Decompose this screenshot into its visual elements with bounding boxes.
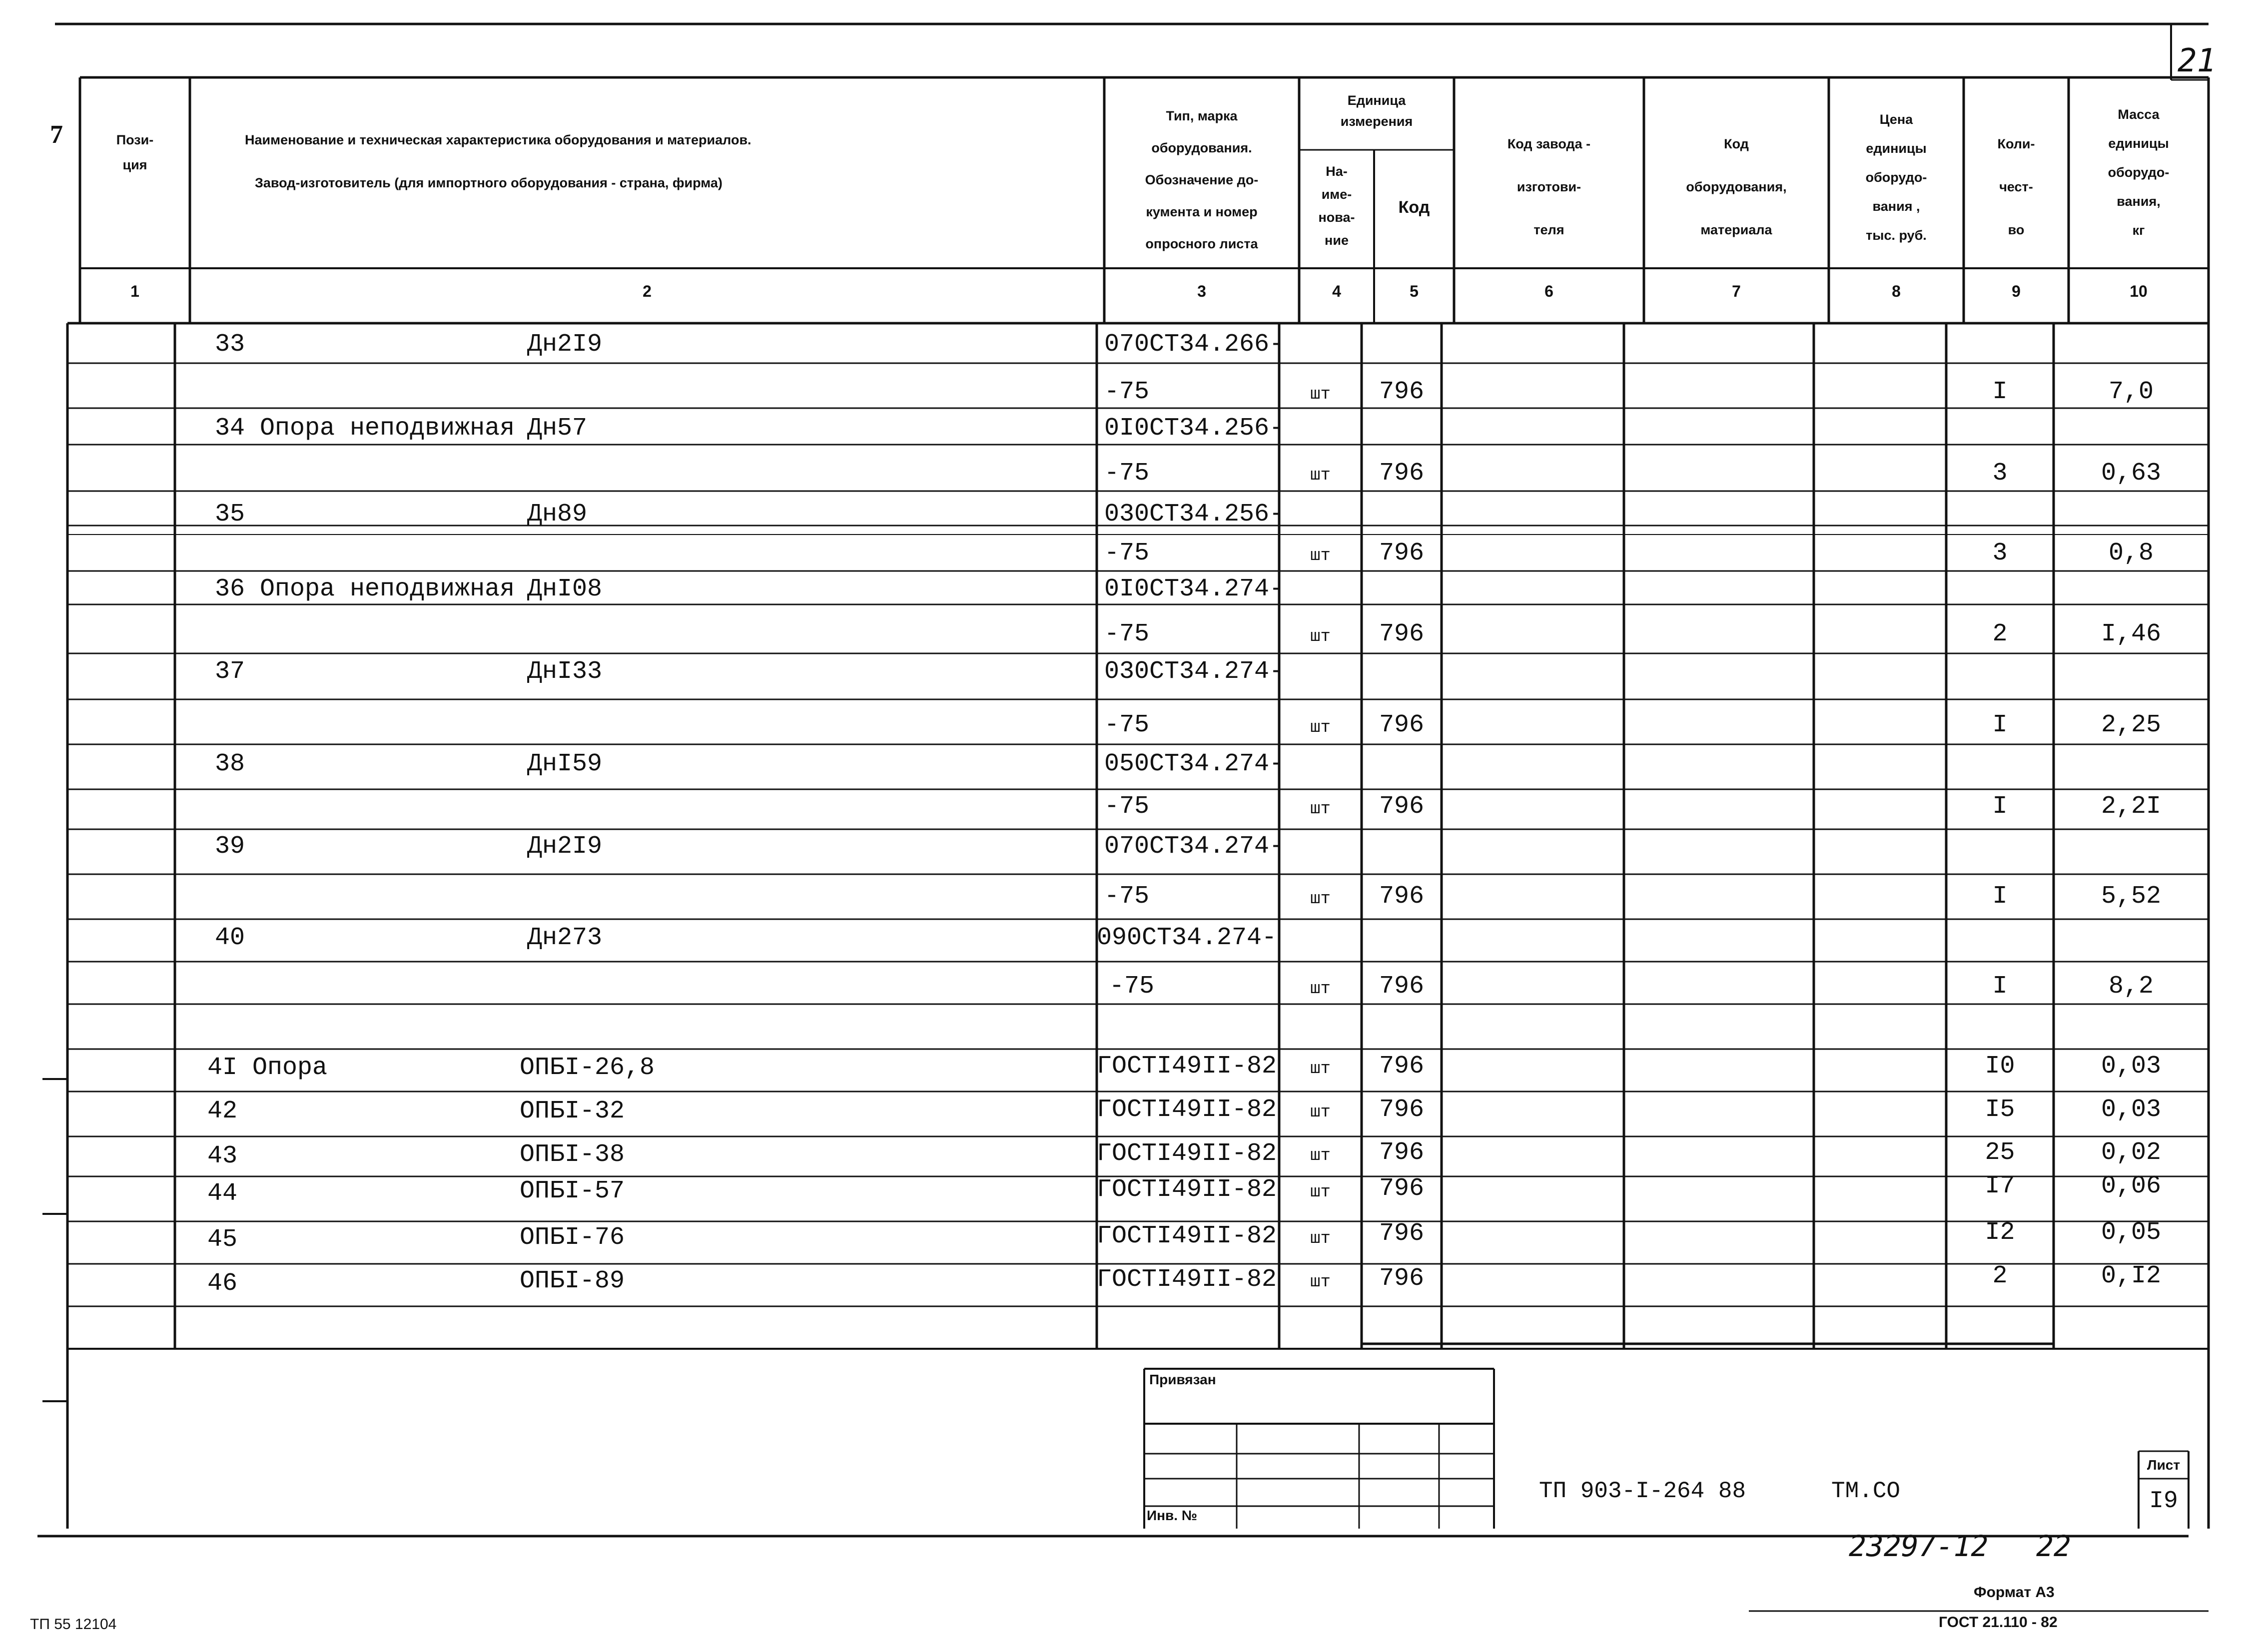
row-42-code: 796: [1379, 1096, 1424, 1124]
header-col1-line2: ция: [122, 157, 147, 172]
row-41-mass: 0,03: [2101, 1052, 2162, 1081]
row-33-doc-cont: -75: [1104, 378, 1150, 406]
header-col9-line3: во: [2008, 222, 2025, 237]
row-45-code: 796: [1379, 1219, 1424, 1248]
header-col9-line2: чест-: [1999, 179, 2033, 194]
row-38-pos-name: 38: [215, 750, 245, 778]
row-42-pos-name: 42: [207, 1097, 238, 1125]
header-col6-line2: изготови-: [1516, 179, 1581, 194]
row-38-mark: ДнI59: [527, 750, 603, 778]
row-40-doc-cont: -75: [1109, 972, 1155, 1001]
row-35-mark: Дн89: [527, 500, 588, 529]
row-36-qty: 2: [1992, 620, 2008, 648]
row-45-qty: I2: [1985, 1218, 2015, 1247]
row-40-pos-name: 40: [215, 924, 245, 952]
row-37-mark: ДнI33: [527, 657, 603, 686]
row-36-mass: I,46: [2101, 620, 2162, 648]
row-36-pos-name: 36 Опора неподвижная: [215, 575, 515, 603]
header-col10-line1: Масса: [2118, 107, 2160, 122]
row-34-doc: 0I0СТ34.256-: [1104, 414, 1285, 443]
col-number-1: 1: [130, 282, 139, 300]
header-col6-line1: Код завода -: [1507, 136, 1591, 151]
stamp-linked-label: Привязан: [1149, 1372, 1216, 1387]
row-41-qty: I0: [1985, 1052, 2015, 1081]
header-col3-line5: опросного листа: [1145, 236, 1258, 251]
row-44-doc: ГОСТI49II-82: [1097, 1175, 1277, 1204]
row-46-mark: ОПБI-89: [520, 1267, 625, 1295]
row-36-code: 796: [1379, 620, 1424, 648]
header-col10-line2: единицы: [2108, 136, 2169, 151]
row-39-qty: I: [1992, 882, 2008, 911]
col-number-4: 4: [1332, 282, 1341, 300]
row-39-pos-name: 39: [215, 832, 245, 861]
row-40-mass: 8,2: [2108, 972, 2154, 1001]
row-34-mass: 0,63: [2101, 459, 2162, 488]
header-col1: [80, 127, 190, 177]
row-33-unit: шт: [1310, 385, 1331, 404]
header-col4-line1: На-: [1326, 164, 1348, 179]
row-33-pos-name: 33: [215, 330, 245, 359]
row-42-unit: шт: [1310, 1103, 1331, 1122]
row-43-mark: ОПБI-38: [520, 1140, 625, 1169]
header-col6-line3: теля: [1533, 222, 1564, 237]
row-37-doc: 030СТ34.274-: [1104, 657, 1285, 686]
row-44-unit: шт: [1310, 1183, 1331, 1202]
row-40-code: 796: [1379, 972, 1424, 1001]
header-col8-line4: вания ,: [1872, 199, 1920, 214]
header-col4: [1299, 160, 1374, 252]
header-col4-line3: нова-: [1318, 210, 1355, 225]
col-number-7: 7: [1732, 282, 1741, 300]
row-39-mass: 5,52: [2101, 882, 2162, 911]
row-35-mass: 0,8: [2108, 539, 2154, 567]
stamp-doc-code: [1539, 1476, 1746, 1506]
row-36-doc: 0I0СТ34.274-: [1104, 575, 1285, 603]
stamp-sheet-number: I9: [2149, 1488, 2178, 1515]
row-42-mass: 0,03: [2101, 1096, 2162, 1124]
row-33-doc: 070СТ34.266-: [1104, 330, 1285, 359]
header-col2-line1: Наименование и техническая характеристика оборудования и материалов.: [245, 132, 751, 147]
row-44-qty: I7: [1985, 1172, 2015, 1200]
header-col6: [1454, 122, 1644, 251]
header-col8-line2: единицы: [1866, 141, 1927, 156]
row-45-mark: ОПБI-76: [520, 1223, 625, 1252]
header-col4-line4: ние: [1325, 233, 1349, 248]
row-40-unit: шт: [1310, 980, 1331, 999]
row-44-mark: ОПБI-57: [520, 1177, 625, 1205]
header-col3-line1: Тип, марка: [1166, 108, 1238, 123]
gost-label: ГОСТ 21.110 - 82: [1939, 1614, 2058, 1631]
row-43-qty: 25: [1985, 1138, 2015, 1167]
row-36-unit: шт: [1310, 627, 1331, 646]
row-43-unit: шт: [1310, 1146, 1331, 1165]
row-38-mass: 2,2I: [2101, 792, 2162, 821]
header-col1-line1: Пози-: [116, 132, 154, 147]
header-col8-line5: тыс. руб.: [1866, 228, 1927, 243]
row-37-qty: I: [1992, 711, 2008, 739]
row-41-mark: ОПБI-26,8: [520, 1054, 655, 1082]
stamp-sheet-label: Лист: [2147, 1457, 2181, 1473]
row-38-qty: I: [1992, 792, 2008, 821]
row-35-pos-name: 35: [215, 500, 245, 529]
col-number-8: 8: [1892, 282, 1901, 300]
row-41-pos-name: 4I Опора: [207, 1054, 328, 1082]
header-col8-line1: Цена: [1879, 112, 1913, 127]
row-37-mass: 2,25: [2101, 711, 2162, 739]
row-38-code: 796: [1379, 792, 1424, 821]
row-34-unit: шт: [1310, 466, 1331, 485]
row-39-doc-cont: -75: [1104, 882, 1150, 911]
row-33-mark: Дн2I9: [527, 330, 603, 359]
row-33-qty: I: [1992, 378, 2008, 406]
row-46-pos-name: 46: [207, 1269, 238, 1298]
row-45-pos-name: 45: [207, 1225, 238, 1254]
row-40-doc: 090СТ34.274-: [1097, 924, 1277, 952]
col-number-6: 6: [1544, 282, 1553, 300]
handwritten-page: 22: [2036, 1529, 2071, 1563]
header-col7-line2: оборудования,: [1686, 179, 1787, 194]
header-col5: Код: [1398, 198, 1430, 217]
row-41-unit: шт: [1310, 1060, 1331, 1079]
col-number-2: 2: [643, 282, 652, 300]
row-36-mark: ДнI08: [527, 575, 603, 603]
sheet-corner-number: 21: [2178, 42, 2217, 79]
row-45-unit: шт: [1310, 1229, 1331, 1248]
row-39-unit: шт: [1310, 890, 1331, 909]
header-col2: [190, 127, 1104, 195]
row-34-code: 796: [1379, 459, 1424, 488]
row-37-pos-name: 37: [215, 657, 245, 686]
row-38-doc: 050СТ34.274-: [1104, 750, 1285, 778]
row-37-doc-cont: -75: [1104, 711, 1150, 739]
row-34-pos-name: 34 Опора неподвижная: [215, 414, 515, 443]
header-col8: [1829, 105, 1964, 250]
row-34-doc-cont: -75: [1104, 459, 1150, 488]
row-39-mark: Дн2I9: [527, 832, 603, 861]
header-col3-line4: кумента и номер: [1146, 204, 1258, 219]
row-35-code: 796: [1379, 539, 1424, 567]
row-46-code: 796: [1379, 1264, 1424, 1293]
row-44-mass: 0,06: [2101, 1172, 2162, 1200]
header-col10-line3: оборудо-: [2108, 165, 2170, 180]
row-41-code: 796: [1379, 1052, 1424, 1081]
row-45-doc: ГОСТI49II-82: [1097, 1222, 1277, 1250]
header-col2-line2: Завод-изготовитель (для импортного оборудования - страна, фирма): [255, 175, 723, 190]
header-col10-line4: вания,: [2117, 194, 2161, 209]
handwritten-number: 23297-12: [1849, 1529, 1989, 1563]
header-col45-line1: Единица: [1347, 93, 1406, 108]
col-number-5: 5: [1410, 282, 1419, 300]
header-col9-line1: Коли-: [1997, 136, 2035, 151]
col-number-10: 10: [2130, 282, 2148, 300]
header-col3: [1104, 100, 1299, 260]
row-43-pos-name: 43: [207, 1142, 238, 1170]
row-38-doc-cont: -75: [1104, 792, 1150, 821]
row-36-doc-cont: -75: [1104, 620, 1150, 648]
header-col45-group: [1299, 90, 1454, 132]
stamp-doc-section: ТМ.СО: [1831, 1478, 1901, 1504]
row-42-mark: ОПБI-32: [520, 1097, 625, 1125]
row-40-qty: I: [1992, 972, 2008, 1001]
row-45-mass: 0,05: [2101, 1218, 2162, 1247]
row-33-code: 796: [1379, 378, 1424, 406]
format-label: Формат А3: [1974, 1584, 2055, 1601]
stamp-doc-code-text: ТП 903-I-264 88: [1539, 1478, 1746, 1504]
col-number-9: 9: [2012, 282, 2021, 300]
row-34-mark: Дн57: [527, 414, 588, 443]
row-39-doc: 070СТ34.274-: [1104, 832, 1285, 861]
row-35-unit: шт: [1310, 547, 1331, 565]
header-col4-line2: име-: [1321, 187, 1352, 202]
header-col8-line3: оборудо-: [1865, 170, 1927, 185]
row-46-unit: шт: [1310, 1273, 1331, 1292]
row-33-mass: 7,0: [2108, 378, 2154, 406]
header-col7-line1: Код: [1724, 136, 1749, 151]
row-44-pos-name: 44: [207, 1179, 238, 1208]
margin-mark: 7: [50, 120, 63, 149]
row-41-doc: ГОСТI49II-82: [1097, 1052, 1277, 1081]
row-37-unit: шт: [1310, 718, 1331, 737]
row-42-qty: I5: [1985, 1096, 2015, 1124]
header-col10-line5: кг: [2132, 223, 2145, 238]
row-43-mass: 0,02: [2101, 1138, 2162, 1167]
header-col10: [2069, 100, 2209, 245]
header-col3-line3: Обозначение до-: [1145, 172, 1259, 187]
row-34-qty: 3: [1992, 459, 2008, 488]
row-38-unit: шт: [1310, 800, 1331, 819]
row-46-doc: ГОСТI49II-82: [1097, 1265, 1277, 1294]
row-39-code: 796: [1379, 882, 1424, 911]
row-35-doc: 030СТ34.256-: [1104, 500, 1285, 529]
header-col7: [1644, 122, 1829, 251]
row-37-code: 796: [1379, 711, 1424, 739]
header-col45-line2: измерения: [1340, 114, 1413, 129]
row-35-qty: 3: [1992, 539, 2008, 567]
bottom-left-code: ТП 55 12104: [30, 1616, 117, 1633]
header-col7-line3: материала: [1700, 222, 1772, 237]
row-44-code: 796: [1379, 1174, 1424, 1203]
row-46-mass: 0,I2: [2101, 1262, 2162, 1290]
row-40-mark: Дн273: [527, 924, 603, 952]
header-col3-line2: оборудования.: [1151, 140, 1252, 155]
col-number-3: 3: [1197, 282, 1206, 300]
row-42-doc: ГОСТI49II-82: [1097, 1096, 1277, 1124]
stamp-inv-label: Инв. №: [1147, 1508, 1198, 1523]
row-43-doc: ГОСТI49II-82: [1097, 1139, 1277, 1168]
row-35-doc-cont: -75: [1104, 539, 1150, 567]
row-46-qty: 2: [1992, 1262, 2008, 1290]
header-col9: [1964, 122, 2069, 251]
row-43-code: 796: [1379, 1138, 1424, 1167]
